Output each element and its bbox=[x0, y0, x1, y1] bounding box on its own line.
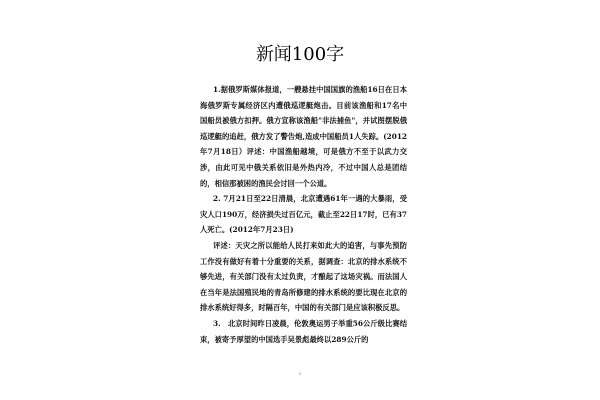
news-item-1: 1.据俄罗斯媒体报道，一艘悬挂中国国旗的渔船16日在日本海俄罗斯专属经济区内遭俄巡逻艇炮击。目前该渔船和17名中国船员被俄方扣押。俄方宣称该渔船"非法捕鱼"，并试图摆脱俄巡逻艇的追赶，俄方发了警告炮,造成中国船员1人失踪。(2012年7月18日）评述：中国渔船越境，可是俄方不至于以武力交涉，由此可见中俄关系依旧是外热内冷，不过中国人总是团结的，相信那被困的渔民会讨回一个公道。 bbox=[200, 85, 407, 188]
page-number: 1 bbox=[298, 372, 302, 376]
page-title: 新闻100字 bbox=[255, 44, 345, 65]
news-item-3: 3. 北京时间昨日凌晨，伦敦奥运男子举重56公斤级比赛结束，被寄予厚望的中国选手吴景彪最终以289公斤的 bbox=[200, 318, 407, 344]
news-item-2: 2. 7月21日至22日清晨，北京遭遇61年一遇的大暴雨，受灾人口190万，经济损失过百亿元，截止至22日17时，已有37人死亡。(2012年7月23日) bbox=[200, 194, 407, 235]
commentary-item-2: 评述：天灾之所以能给人民打来如此大的追害，与事先预防工作没有做好有着十分重要的关系，据调查：北京的排水系统不够先进，有关部门没有太过负责，才酿起了这场灾祸。而法国人在当年是法国殖民地的青岛所修建的排水系统的要比现在北京的排水系统好得多，时隔百年，中国的有关部门是应该积极反思。 bbox=[200, 240, 407, 313]
article-body bbox=[200, 82, 407, 347]
